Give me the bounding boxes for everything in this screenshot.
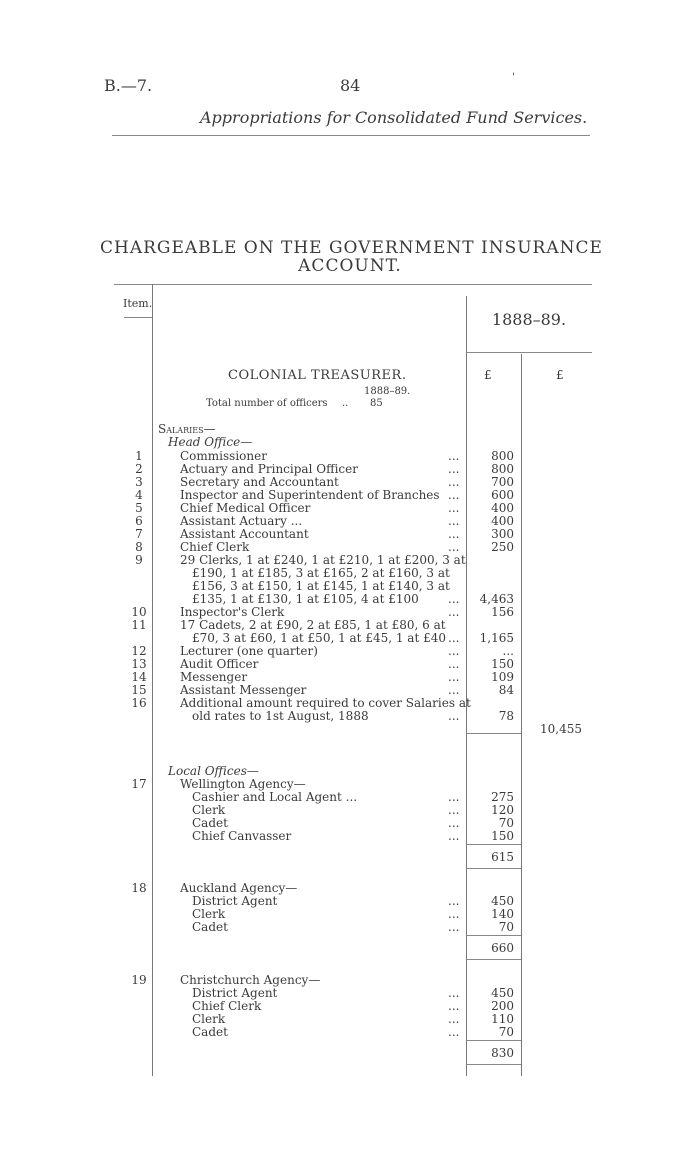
item-number: 3: [135, 475, 143, 489]
officers-year: 1888–89.: [364, 386, 411, 397]
head-office-subtotal-rule: [466, 733, 521, 734]
agency-row-amount: 70: [498, 816, 514, 830]
agency-row-description: District Agent: [192, 894, 278, 908]
agency-row-amount: 450: [491, 894, 514, 908]
item-description-line: 29 Clerks, 1 at £240, 1 at £210, 1 at £200, 3 at: [180, 553, 466, 567]
stray-mark: ': [512, 72, 515, 83]
item-amount: 84: [498, 683, 514, 697]
agency-row-amount: 110: [491, 1012, 514, 1026]
header-rule: [112, 135, 590, 136]
item-description: Secretary and Accountant: [180, 475, 339, 489]
item-amount: 109: [491, 670, 514, 684]
leader-dots: ...: [448, 462, 460, 476]
agency-row-description: Clerk: [192, 803, 226, 817]
agency-row-amount: 70: [498, 920, 514, 934]
item-number: 15: [131, 683, 147, 697]
agency-row-description: Clerk: [192, 1012, 226, 1026]
item-description-line: 17 Cadets, 2 at £90, 2 at £85, 1 at £80, 6 at: [180, 618, 446, 632]
item-description-line: £135, 1 at £130, 1 at £105, 4 at £100: [192, 592, 419, 606]
agency-name: Christchurch Agency—: [180, 973, 321, 987]
agency-row-amount: 70: [498, 1025, 514, 1039]
item-description: Inspector's Clerk: [180, 605, 285, 619]
item-number: 16: [131, 696, 147, 710]
leader-dots: ...: [448, 1012, 460, 1026]
leader-dots: ...: [448, 1025, 460, 1039]
item-description: Audit Officer: [180, 657, 259, 671]
leader-dots: ...: [448, 907, 460, 921]
item-header-rule: [124, 317, 152, 318]
agency-item-number: 18: [131, 881, 147, 895]
agency-row-amount: 450: [491, 986, 514, 1000]
item-description: Messenger: [180, 670, 248, 684]
department-title: COLONIAL TREASURER.: [228, 368, 407, 383]
agency-total: 660: [491, 941, 514, 955]
item-amount: 4,463: [479, 592, 514, 606]
agency-row-amount: 200: [491, 999, 514, 1013]
item-description-line: old rates to 1st August, 1888: [192, 709, 369, 723]
item-description: Assistant Messenger: [180, 683, 307, 697]
item-number: 7: [135, 527, 143, 541]
leader-dots: ...: [448, 803, 460, 817]
head-office-total: 10,455: [540, 722, 582, 736]
leader-dots: ...: [448, 829, 460, 843]
leader-dots: ...: [448, 657, 460, 671]
item-description-line: £70, 3 at £60, 1 at £50, 1 at £45, 1 at £40: [192, 631, 446, 645]
officers-dots: ..: [342, 398, 349, 409]
item-amount: 400: [491, 501, 514, 515]
leader-dots: ...: [448, 475, 460, 489]
item-description-line: £190, 1 at £185, 3 at £165, 2 at £160, 3 at: [192, 566, 450, 580]
item-column-header: Item.: [123, 297, 153, 310]
local-offices-label: Local Offices—: [168, 764, 259, 778]
item-description-line: Additional amount required to cover Salaries at: [180, 696, 471, 710]
leader-dots: ...: [448, 986, 460, 1000]
officers-count: 85: [370, 398, 383, 409]
salaries-label: Salaries—: [158, 422, 216, 436]
leader-dots: ...: [448, 514, 460, 528]
page-ref: B.—7.: [104, 76, 153, 95]
currency-symbol-2: £: [556, 368, 564, 382]
item-number: 13: [131, 657, 147, 671]
agency-row-description: District Agent: [192, 986, 278, 1000]
agency-row-amount: 150: [491, 829, 514, 843]
agency-item-number: 17: [131, 777, 147, 791]
leader-dots: ...: [448, 709, 460, 723]
item-amount: 156: [491, 605, 514, 619]
item-description-line: £156, 3 at £150, 1 at £145, 1 at £140, 3 at: [192, 579, 450, 593]
item-amount: 78: [498, 709, 514, 723]
heading-rule: [114, 284, 592, 285]
page-number: 84: [340, 76, 361, 95]
agency-row-description: Cadet: [192, 816, 228, 830]
leader-dots: ...: [448, 920, 460, 934]
agency-row-amount: 275: [491, 790, 514, 804]
item-amount: ...: [502, 644, 514, 658]
item-number: 6: [135, 514, 143, 528]
agency-row-description: Chief Clerk: [192, 999, 262, 1013]
leader-dots: ...: [448, 488, 460, 502]
leader-dots: ...: [448, 670, 460, 684]
agency-total-rule: [466, 868, 521, 869]
item-amount: 150: [491, 657, 514, 671]
agency-name: Auckland Agency—: [180, 881, 298, 895]
agency-row-description: Cadet: [192, 920, 228, 934]
agency-total: 615: [491, 850, 514, 864]
agency-row-description: Cashier and Local Agent ...: [192, 790, 358, 804]
leader-dots: ...: [448, 540, 460, 554]
item-number: 4: [135, 488, 143, 502]
agency-total-rule: [466, 959, 521, 960]
agency-row-description: Chief Canvasser: [192, 829, 292, 843]
leader-dots: ...: [448, 449, 460, 463]
item-amount: 250: [491, 540, 514, 554]
item-description: Inspector and Superintendent of Branches: [180, 488, 440, 502]
currency-symbol-1: £: [484, 368, 492, 382]
item-amount: 400: [491, 514, 514, 528]
head-office-label: Head Office—: [168, 435, 253, 449]
leader-dots: ...: [448, 683, 460, 697]
agency-name: Wellington Agency—: [180, 777, 306, 791]
item-number: 10: [131, 605, 147, 619]
agency-row-amount: 120: [491, 803, 514, 817]
section-heading-line1: CHARGEABLE ON THE GOVERNMENT INSURANCE: [100, 238, 603, 258]
item-number: 12: [131, 644, 147, 658]
year-column-header: 1888–89.: [491, 310, 567, 329]
item-description: Lecturer (one quarter): [180, 644, 318, 658]
leader-dots: ...: [448, 631, 460, 645]
item-amount: 1,165: [479, 631, 514, 645]
item-description: Actuary and Principal Officer: [180, 462, 358, 476]
item-number: 1: [135, 449, 143, 463]
agency-row-description: Clerk: [192, 907, 226, 921]
agency-total-rule: [466, 1064, 521, 1065]
item-number: 8: [135, 540, 143, 554]
officers-label: Total number of officers: [206, 398, 328, 409]
item-amount: 600: [491, 488, 514, 502]
leader-dots: ...: [448, 644, 460, 658]
section-heading-line2: ACCOUNT.: [298, 256, 402, 276]
item-number: 9: [135, 553, 143, 567]
agency-item-number: 19: [131, 973, 147, 987]
leader-dots: ...: [448, 999, 460, 1013]
agency-row-amount: 140: [491, 907, 514, 921]
item-description: Assistant Actuary ...: [180, 514, 303, 528]
amount-column-rule-mid: [521, 354, 522, 1076]
leader-dots: ...: [448, 816, 460, 830]
agency-subtotal-rule: [466, 844, 521, 845]
leader-dots: ...: [448, 605, 460, 619]
leader-dots: ...: [448, 894, 460, 908]
item-description: Chief Clerk: [180, 540, 250, 554]
leader-dots: ...: [448, 592, 460, 606]
agency-subtotal-rule: [466, 935, 521, 936]
item-amount: 800: [491, 449, 514, 463]
item-number: 2: [135, 462, 143, 476]
item-amount: 800: [491, 462, 514, 476]
page-title: Appropriations for Consolidated Fund Services.: [200, 108, 588, 127]
leader-dots: ...: [448, 790, 460, 804]
agency-total: 830: [491, 1046, 514, 1060]
year-header-rule: [466, 352, 592, 353]
item-number: 11: [131, 618, 147, 632]
item-description: Assistant Accountant: [180, 527, 309, 541]
item-amount: 300: [491, 527, 514, 541]
item-description: Commissioner: [180, 449, 267, 463]
item-number: 5: [135, 501, 143, 515]
item-amount: 700: [491, 475, 514, 489]
item-number: 14: [131, 670, 147, 684]
item-description: Chief Medical Officer: [180, 501, 311, 515]
leader-dots: ...: [448, 501, 460, 515]
agency-row-description: Cadet: [192, 1025, 228, 1039]
leader-dots: ...: [448, 527, 460, 541]
agency-subtotal-rule: [466, 1040, 521, 1041]
